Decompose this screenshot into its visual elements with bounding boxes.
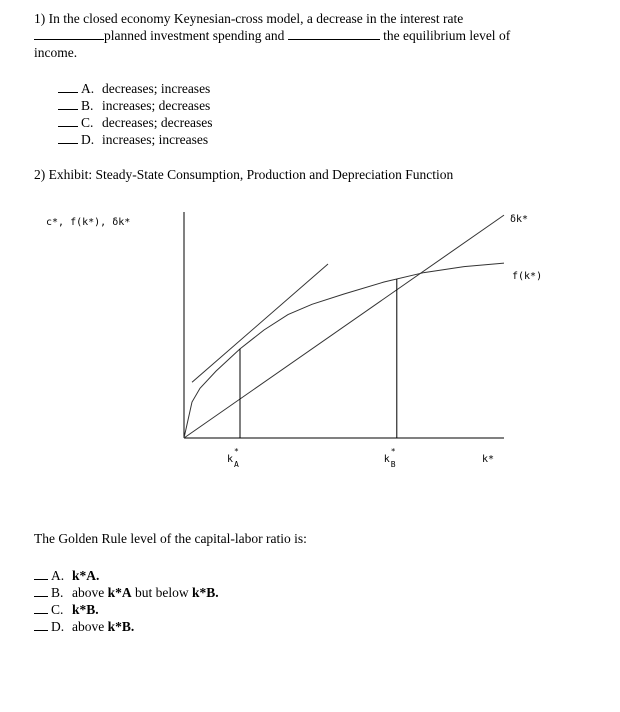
q1-option-a[interactable] [58, 80, 210, 97]
option-text: k*B. [72, 602, 99, 617]
q1-option-c[interactable] [58, 114, 213, 131]
marker-star: * [390, 447, 396, 456]
answer-blank[interactable] [58, 80, 78, 93]
marker-label-b: k [383, 454, 390, 465]
q2-option-d[interactable] [34, 618, 134, 635]
answer-blank[interactable] [58, 114, 78, 127]
option-letter: A. [51, 568, 65, 583]
production-function-line [184, 263, 504, 438]
q1-text-part1: In the closed economy Keynesian-cross model, a decrease in the interest rate [48, 11, 464, 26]
q1-line3 [34, 44, 77, 61]
option-letter: D. [51, 619, 65, 634]
q1-option-b[interactable] [58, 97, 210, 114]
option-letter: B. [51, 585, 64, 600]
answer-blank[interactable] [58, 97, 78, 110]
q2-option-b[interactable] [34, 584, 219, 601]
q2-title-line [34, 166, 453, 183]
option-text: decreases; decreases [102, 115, 213, 130]
option-letter: C. [51, 602, 64, 617]
option-text: but below [135, 585, 189, 600]
marker-label-a: k [227, 454, 234, 465]
option-bold: k*B. [107, 619, 135, 634]
option-bold: k*A [107, 585, 132, 600]
option-text: above [72, 619, 105, 634]
answer-blank[interactable] [34, 584, 48, 597]
option-text: k*A. [72, 568, 100, 583]
q1-line2 [34, 27, 510, 44]
q2-option-a[interactable] [34, 567, 99, 584]
option-letter: A. [81, 81, 95, 96]
q2-question-text: The Golden Rule level of the capital-labor ratio is: [34, 531, 307, 546]
marker-sub-a: A [234, 460, 239, 469]
q1-line1 [34, 10, 463, 27]
q1-blank-2[interactable] [288, 27, 380, 40]
q1-blank-1[interactable] [34, 27, 104, 40]
q2-option-c[interactable] [34, 601, 99, 618]
option-text: increases; decreases [102, 98, 211, 113]
y-axis-label: c*, f(k*), δk* [46, 217, 131, 228]
x-axis-label: k* [482, 454, 495, 465]
option-text: decreases; increases [102, 81, 211, 96]
option-text: increases; increases [102, 132, 209, 147]
q2-question [34, 530, 307, 547]
option-bold: k*B. [192, 585, 219, 600]
marker-sub-b: B [390, 460, 396, 469]
q1-option-d[interactable] [58, 131, 208, 148]
option-letter: B. [81, 98, 94, 113]
q1-text-part4: income. [34, 45, 78, 60]
answer-blank[interactable] [34, 601, 48, 614]
option-text: above [72, 585, 105, 600]
q2-exhibit-title: Exhibit: Steady-State Consumption, Production and Depreciation Function [48, 167, 454, 182]
production-label: f(k*) [512, 271, 543, 282]
q2-number: 2) [34, 167, 46, 182]
answer-blank[interactable] [34, 618, 48, 631]
q1-number: 1) [34, 11, 46, 26]
answer-blank[interactable] [34, 567, 48, 580]
q1-text-part2: planned investment spending and [104, 28, 285, 43]
steady-state-chart [0, 200, 620, 520]
option-letter: C. [81, 115, 94, 130]
option-letter: D. [81, 132, 95, 147]
marker-star: * [234, 447, 239, 456]
depreciation-label: δk* [510, 214, 529, 225]
answer-blank[interactable] [58, 131, 78, 144]
q1-text-part3: the equilibrium level of [383, 28, 511, 43]
depreciation-line [184, 215, 504, 438]
tangent-line [192, 264, 328, 382]
